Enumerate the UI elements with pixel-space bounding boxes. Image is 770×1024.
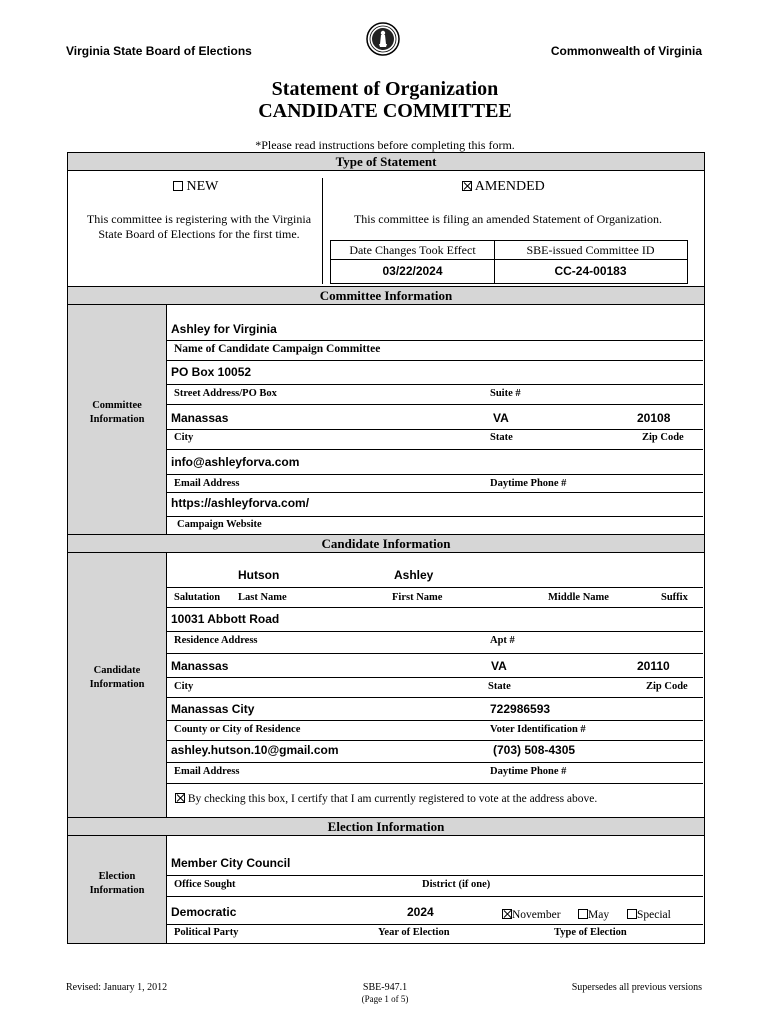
header-agency: Virginia State Board of Elections bbox=[66, 44, 252, 58]
rule bbox=[167, 492, 703, 493]
rule bbox=[167, 340, 703, 341]
committee-info-heading: Committee Information bbox=[67, 286, 705, 305]
last-name-label: Last Name bbox=[238, 592, 287, 603]
footer-supersedes: Supersedes all previous versions bbox=[571, 982, 702, 993]
certify-checkbox-box[interactable] bbox=[175, 793, 185, 803]
rule bbox=[167, 875, 703, 876]
committee-email-label: Email Address bbox=[174, 478, 240, 489]
voter-id-label: Voter Identification # bbox=[490, 724, 586, 735]
committee-state-value[interactable]: VA bbox=[493, 411, 509, 425]
committee-zip-value[interactable]: 20108 bbox=[637, 411, 671, 425]
election-side-label: Election Information bbox=[89, 871, 145, 896]
candidate-phone-label: Daytime Phone # bbox=[490, 766, 567, 777]
first-name-label: First Name bbox=[392, 592, 443, 603]
candidate-phone-value[interactable]: (703) 508-4305 bbox=[493, 743, 576, 757]
candidate-last-value[interactable]: Hutson bbox=[238, 568, 280, 582]
type-of-statement-heading: Type of Statement bbox=[67, 152, 705, 171]
county-label: County or City of Residence bbox=[174, 724, 301, 735]
candidate-state-value[interactable]: VA bbox=[491, 659, 507, 673]
rule bbox=[167, 429, 703, 430]
election-type-label: Type of Election bbox=[554, 927, 627, 938]
special-label: Special bbox=[637, 909, 671, 921]
candidate-city-label: City bbox=[174, 681, 194, 692]
may-checkbox-box[interactable] bbox=[578, 909, 588, 919]
rule bbox=[167, 404, 703, 405]
certify-checkbox[interactable] bbox=[175, 793, 597, 805]
virginia-seal-icon bbox=[366, 22, 400, 56]
rule bbox=[167, 924, 703, 925]
rule bbox=[167, 631, 703, 632]
apt-label: Apt # bbox=[490, 635, 515, 646]
may-label: May bbox=[588, 909, 610, 921]
voter-id-value[interactable]: 722986593 bbox=[490, 702, 551, 716]
rule bbox=[167, 653, 703, 654]
county-value[interactable]: Manassas City bbox=[171, 702, 255, 716]
candidate-info-heading: Candidate Information bbox=[67, 534, 705, 553]
suffix-label: Suffix bbox=[661, 592, 688, 603]
rule bbox=[167, 384, 703, 385]
candidate-zip-value[interactable]: 20110 bbox=[637, 659, 670, 673]
political-party-label: Political Party bbox=[174, 927, 239, 938]
salutation-label: Salutation bbox=[174, 592, 221, 603]
residence-address-label: Residence Address bbox=[174, 635, 258, 646]
committee-street-label: Street Address/PO Box bbox=[174, 388, 277, 399]
date-changes-label: Date Changes Took Effect bbox=[349, 243, 476, 257]
residence-address-value[interactable]: 10031 Abbott Road bbox=[171, 612, 280, 626]
rule bbox=[167, 587, 703, 588]
november-label: November bbox=[512, 909, 561, 921]
middle-name-label: Middle Name bbox=[548, 592, 609, 603]
november-checkbox[interactable] bbox=[502, 909, 561, 921]
new-checkbox-box[interactable] bbox=[173, 181, 183, 191]
amended-checkbox-box[interactable] bbox=[462, 181, 472, 191]
committee-street-value[interactable]: PO Box 10052 bbox=[171, 365, 252, 379]
rule bbox=[167, 697, 703, 698]
new-label: NEW bbox=[186, 179, 219, 194]
header-commonwealth: Commonwealth of Virginia bbox=[550, 44, 702, 58]
committee-website-label: Campaign Website bbox=[177, 519, 262, 530]
office-sought-value[interactable]: Member City Council bbox=[171, 856, 291, 870]
instructions-note: *Please read instructions before completing this form. bbox=[255, 138, 515, 152]
candidate-zip-label: Zip Code bbox=[646, 681, 688, 692]
candidate-first-value[interactable]: Ashley bbox=[394, 568, 434, 582]
rule bbox=[167, 474, 703, 475]
amended-checkbox[interactable] bbox=[462, 179, 545, 195]
committee-email-value[interactable]: info@ashleyforva.com bbox=[171, 455, 300, 469]
divider bbox=[322, 178, 323, 284]
new-checkbox[interactable] bbox=[173, 179, 218, 195]
committee-name-value[interactable]: Ashley for Virginia bbox=[171, 322, 277, 336]
committee-city-label: City bbox=[174, 432, 194, 443]
committee-city-value[interactable]: Manassas bbox=[171, 411, 229, 425]
rule bbox=[167, 896, 703, 897]
amended-description: This committee is filing an amended Statement of Organization. bbox=[353, 212, 663, 226]
rule bbox=[167, 516, 703, 517]
candidate-email-value[interactable]: ashley.hutson.10@gmail.com bbox=[171, 743, 339, 757]
candidate-city-value[interactable]: Manassas bbox=[171, 659, 229, 673]
amended-label: AMENDED bbox=[474, 179, 545, 194]
candidate-state-label: State bbox=[488, 681, 511, 692]
rule bbox=[167, 360, 703, 361]
committee-website-value[interactable]: https://ashleyforva.com/ bbox=[171, 496, 310, 510]
special-checkbox-box[interactable] bbox=[627, 909, 637, 919]
certify-text: By checking this box, I certify that I am currently registered to vote at the address above. bbox=[187, 793, 598, 805]
may-checkbox[interactable] bbox=[578, 909, 609, 921]
november-checkbox-box[interactable] bbox=[502, 909, 512, 919]
rule bbox=[167, 762, 703, 763]
special-checkbox[interactable] bbox=[627, 909, 671, 921]
footer-revised: Revised: January 1, 2012 bbox=[66, 982, 168, 993]
rule bbox=[167, 783, 703, 784]
election-year-value[interactable]: 2024 bbox=[407, 905, 434, 919]
rule bbox=[167, 449, 703, 450]
rule bbox=[167, 720, 703, 721]
divider bbox=[330, 259, 687, 260]
rule bbox=[167, 740, 703, 741]
district-label: District (if one) bbox=[422, 879, 491, 890]
political-party-value[interactable]: Democratic bbox=[171, 905, 237, 919]
office-sought-label: Office Sought bbox=[174, 879, 236, 890]
footer-form-number: SBE-947.1 bbox=[362, 982, 408, 993]
new-description: This committee is registering with the Virginia State Board of Elections for the first time. bbox=[86, 212, 312, 241]
committee-name-label: Name of Candidate Campaign Committee bbox=[174, 343, 381, 355]
committee-zip-label: Zip Code bbox=[642, 432, 684, 443]
committee-id-value[interactable]: CC-24-00183 bbox=[554, 264, 627, 278]
committee-phone-label: Daytime Phone # bbox=[490, 478, 567, 489]
form-title: Statement of Organization bbox=[271, 78, 499, 100]
committee-state-label: State bbox=[490, 432, 513, 443]
rule bbox=[167, 607, 703, 608]
footer-page-number: (Page 1 of 5) bbox=[361, 994, 409, 1004]
election-year-label: Year of Election bbox=[378, 927, 450, 938]
form-subtitle: CANDIDATE COMMITTEE bbox=[258, 100, 512, 122]
committee-id-label: SBE-issued Committee ID bbox=[526, 243, 655, 257]
rule bbox=[167, 677, 703, 678]
committee-suite-label: Suite # bbox=[490, 388, 521, 399]
election-info-heading: Election Information bbox=[67, 817, 705, 836]
committee-side-label: Committee Information bbox=[89, 400, 145, 425]
date-changes-value[interactable]: 03/22/2024 bbox=[382, 264, 443, 278]
candidate-email-label: Email Address bbox=[174, 766, 240, 777]
candidate-side-label: Candidate Information bbox=[89, 665, 145, 690]
